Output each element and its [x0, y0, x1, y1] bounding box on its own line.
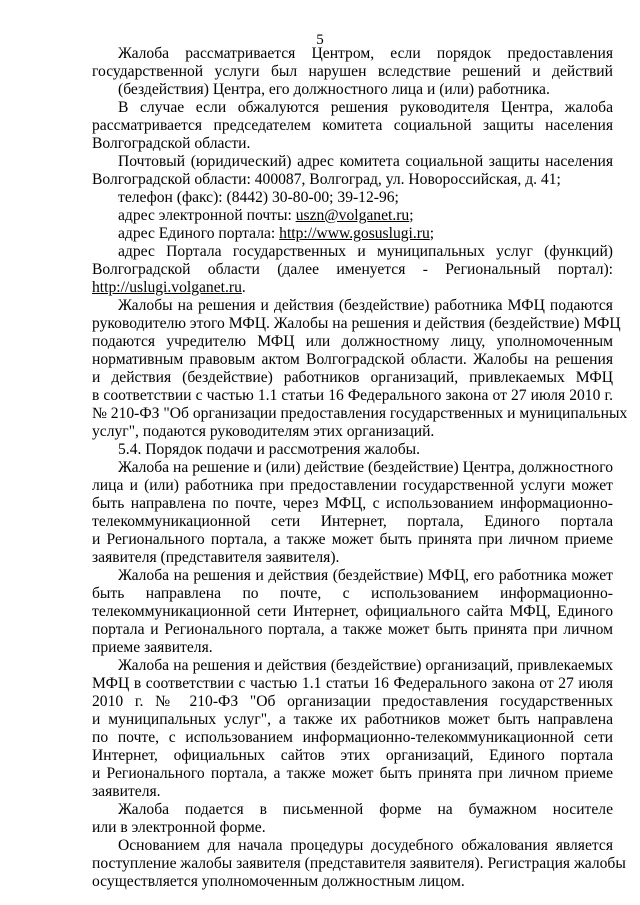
text-line: заявителя.	[92, 783, 161, 800]
text-line: нормативным правовым актом Волгоградской области. Жалобы на решения	[92, 351, 613, 368]
text-line: Волгоградской области: 400087, Волгоград, ул. Новороссийская, д. 41;	[92, 171, 561, 188]
text-line: быть направлена по почте, с использованием информационно-	[92, 585, 613, 602]
text-line: и действия (бездействие) работников организаций, привлекаемых МФЦ	[92, 369, 613, 386]
text-line: Жалоба подается в письменной форме на бумажном носителе	[118, 801, 613, 818]
regional-portal-line	[92, 279, 613, 297]
text-line: Жалоба на решения и действия (бездействие) МФЦ, его работника может	[118, 567, 613, 584]
text-line: Волгоградской области.	[92, 135, 251, 152]
text-line: Жалобы на решения и действия (бездействие) работника МФЦ подаются	[118, 297, 613, 314]
text-line: быть направлена по почте, через МФЦ, с использованием информационно-	[92, 495, 613, 512]
line-suffix: ;	[409, 207, 414, 224]
text-line: рассматривается председателем комитета социальной защиты населения	[92, 117, 613, 134]
text-line: заявителя (представителя заявителя).	[92, 549, 340, 566]
text-line: 2010 г. № 210-ФЗ "Об организации предоставления государственных	[92, 693, 613, 710]
portal-label: адрес Единого портала:	[118, 225, 280, 242]
line-suffix: ;	[429, 225, 435, 242]
text-line: Интернет, официальных сайтов этих организаций, Единого портала	[92, 747, 613, 764]
text-line: по почте, с использованием информационно-телекоммуникационной сети	[92, 729, 613, 746]
text-line: и Регионального портала, а также может быть принята при личном приеме	[92, 765, 613, 782]
gosuslugi-link[interactable]: http://www.gosuslugi.ru	[279, 225, 430, 242]
text-line: Жалоба рассматривается Центром, если порядок предоставления	[118, 45, 613, 62]
text-line: поступление жалобы заявителя (представителя заявителя). Регистрация жалобы	[92, 855, 626, 872]
text-line: МФЦ в соответствии с частью 1.1 статьи 16 Федерального закона от 27 июля	[92, 675, 613, 692]
text-line: № 210-ФЗ "Об организации предоставления государственных и муниципальных	[92, 405, 628, 422]
text-line: Основанием для начала процедуры досудебного обжалования является	[118, 837, 613, 854]
text-line: Жалоба на решение и (или) действие (бездействие) Центра, должностного	[118, 459, 613, 476]
text-line: и Регионального портала, а также может быть принята при личном приеме	[92, 531, 613, 548]
text-line: Волгоградской области (далее именуется - Региональный портал):	[92, 261, 613, 278]
page-number: 5	[316, 32, 324, 48]
text-line: подаются учредителю МФЦ или должностному лицу, уполномоченным	[92, 333, 613, 350]
text-line: телекоммуникационной сети Интернет, официального сайта МФЦ, Единого	[92, 603, 613, 620]
text-line: телефон (факс): (8442) 30-80-00; 39-12-96;	[118, 189, 399, 206]
regional-portal-link[interactable]: http://uslugi.volganet.ru	[92, 279, 242, 296]
text-line: и муниципальных услуг", а также их работников может быть направлена	[92, 711, 613, 728]
text-line: адрес Портала государственных и муниципальных услуг (функций)	[118, 243, 613, 260]
text-line: государственной услуги был нарушен вследствие решений и действий	[92, 63, 613, 80]
text-line: Почтовый (юридический) адрес комитета социальной защиты населения	[118, 153, 613, 170]
text-line: В случае если обжалуются решения руководителя Центра, жалоба	[118, 99, 613, 116]
email-line	[92, 207, 613, 225]
text-line: Жалоба на решения и действия (бездействие) организаций, привлекаемых	[118, 657, 613, 674]
text-line: руководителю этого МФЦ. Жалобы на решения и действия (бездействие) МФЦ	[92, 315, 621, 332]
text-line: портала и Регионального портала, а также может быть принята при личном	[92, 621, 613, 638]
email-label: адрес электронной почты:	[118, 207, 296, 224]
text-line: (бездействия) Центра, его должностного лица и (или) работника.	[118, 81, 550, 98]
text-line: приеме заявителя.	[92, 639, 213, 656]
line-suffix: .	[241, 279, 246, 296]
text-line: в соответствии с частью 1.1 статьи 16 Федерального закона от 27 июля 2010 г.	[92, 387, 613, 404]
text-line: телекоммуникационной сети Интернет, портала, Единого портала	[92, 513, 613, 530]
text-line: лица и (или) работника при предоставлении государственной услуги может	[92, 477, 613, 494]
section-heading: 5.4. Порядок подачи и рассмотрения жалобы.	[118, 441, 420, 458]
text-line: осуществляется уполномоченным должностным лицом.	[92, 873, 465, 890]
email-link[interactable]: uszn@volganet.ru	[295, 207, 410, 224]
text-line: услуг", подаются руководителям этих организаций.	[92, 423, 435, 440]
text-line: или в электронной форме.	[92, 819, 266, 836]
portal-line	[92, 225, 613, 243]
